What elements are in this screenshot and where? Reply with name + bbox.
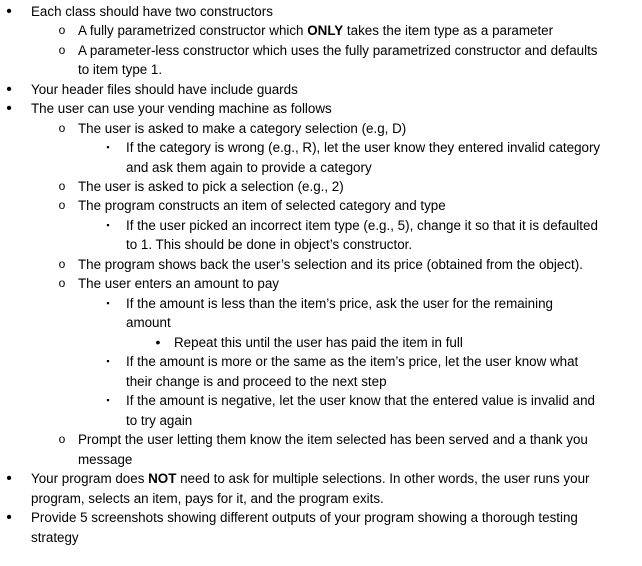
- emphasis-only: ONLY: [307, 23, 344, 38]
- list-item-text: If the category is wrong (e.g., R), let the user know they entered invalid category: [126, 140, 601, 155]
- list-item-text: Your header files should have include guards: [31, 82, 298, 97]
- bullet-level2: o: [58, 23, 66, 37]
- bullet-level2: o: [58, 198, 66, 212]
- bullet-level1: •: [6, 100, 12, 117]
- list-item-text-continued: and ask them again to provide a category: [126, 160, 372, 175]
- bullet-level3: ▪: [106, 356, 110, 366]
- bullet-level2: o: [58, 257, 66, 271]
- list-item-text: If the amount is less than the item’s price, ask the user for the remaining: [126, 296, 553, 311]
- bullet-level2: o: [58, 432, 66, 446]
- list-item-text: The program shows back the user’s selection and its price (obtained from the object).: [78, 257, 583, 272]
- bullet-level3: ▪: [106, 395, 110, 405]
- list-item-text-continued: to item type 1.: [78, 62, 163, 77]
- bullet-level1: •: [6, 81, 12, 98]
- bullet-level1: •: [6, 3, 12, 20]
- list-item-text-continued: amount: [126, 315, 171, 330]
- list-item-text: Repeat this until the user has paid the item in full: [174, 335, 463, 350]
- list-item-text-continued: to try again: [126, 413, 193, 428]
- list-item-text-continued: to 1. This should be done in object’s constructor.: [126, 237, 413, 252]
- list-item-text-continued: strategy: [31, 530, 79, 545]
- list-item-text: If the user picked an incorrect item type (e.g., 5), change it so that it is defaulted: [126, 218, 598, 233]
- list-item-text-continued: program, selects an item, pays for it, and the program exits.: [31, 491, 384, 506]
- emphasis-not: NOT: [148, 471, 177, 486]
- bullet-level2: o: [58, 179, 66, 193]
- list-item-text: Provide 5 screenshots showing different outputs of your program showing a thorough testing: [31, 510, 578, 525]
- bullet-level1: •: [6, 470, 12, 487]
- list-item-text: The user enters an amount to pay: [78, 276, 279, 291]
- bullet-level2: o: [58, 121, 66, 135]
- list-item-text: If the amount is more or the same as the item’s price, let the user know what: [126, 354, 579, 369]
- list-item-text-continued: message: [78, 452, 133, 467]
- list-item-text: Your program does NOT need to ask for multiple selections. In other words, the user runs your: [31, 471, 590, 486]
- list-item-text: The user is asked to make a category selection (e.g, D): [78, 121, 407, 136]
- list-item-text: Each class should have two constructors: [31, 4, 273, 19]
- list-item-text: A fully parametrized constructor which ONLY takes the item type as a parameter: [78, 23, 554, 38]
- bullet-level1: •: [6, 509, 12, 526]
- bullet-level3: ▪: [106, 142, 110, 152]
- bullet-level2: o: [58, 276, 66, 290]
- list-item-text: A parameter-less constructor which uses the fully parametrized constructor and defaults: [78, 43, 598, 58]
- list-item-text: The user is asked to pick a selection (e.g., 2): [78, 179, 344, 194]
- list-item-text: Prompt the user letting them know the item selected has been served and a thank you: [78, 432, 588, 447]
- bullet-level4: •: [155, 334, 161, 350]
- list-item-text: The program constructs an item of selected category and type: [78, 198, 446, 213]
- list-item-text-continued: their change is and proceed to the next step: [126, 374, 387, 389]
- bullet-level3: ▪: [106, 298, 110, 308]
- bullet-level2: o: [58, 43, 66, 57]
- bullet-level3: ▪: [106, 220, 110, 230]
- list-item-text: The user can use your vending machine as follows: [31, 101, 332, 116]
- list-item-text: If the amount is negative, let the user know that the entered value is invalid and: [126, 393, 595, 408]
